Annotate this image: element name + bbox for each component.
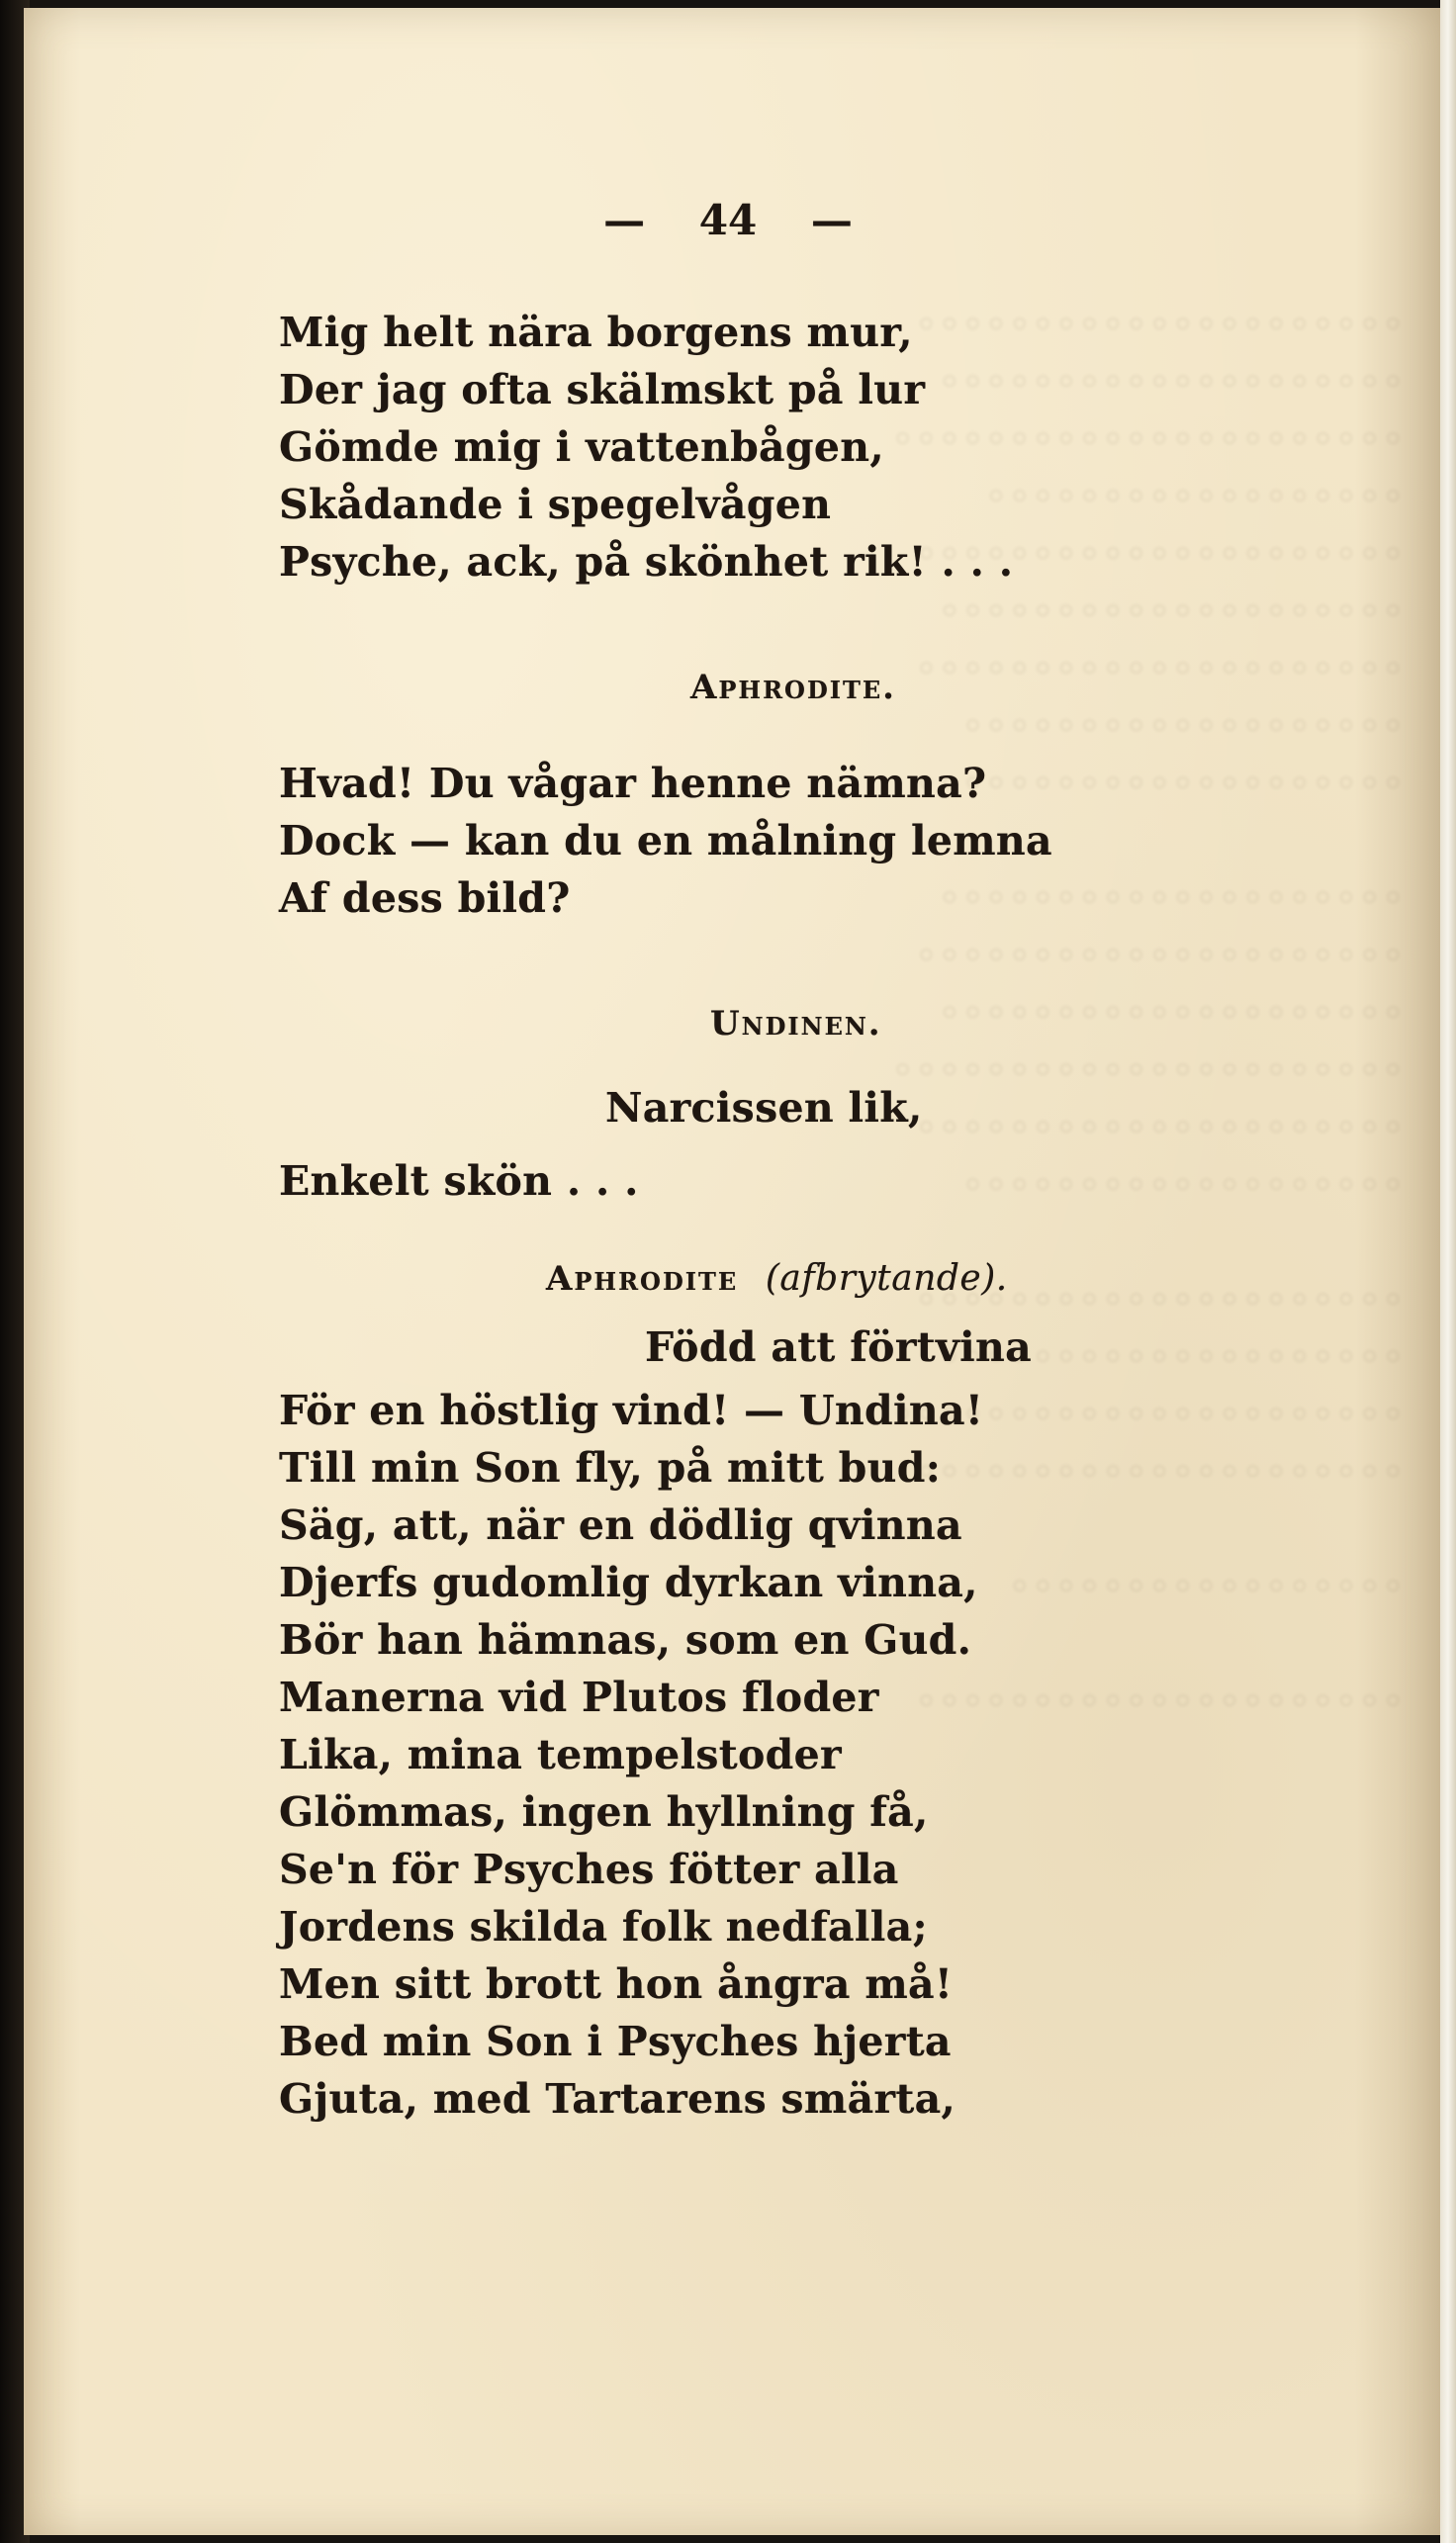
- speaker-with-direction: [546, 1258, 1008, 1299]
- speaker-name: Aphrodite.: [690, 668, 896, 707]
- verse-line: Djerfs gudomlig dyrkan vinna,: [279, 1559, 978, 1606]
- verse-line: Gjuta, med Tartarens smärta,: [279, 2075, 956, 2123]
- speaker-name: Undinen.: [710, 1004, 882, 1044]
- verse-line: Se'n för Psyches fötter alla: [279, 1846, 899, 1893]
- verse-line: Narcissen lik,: [605, 1084, 923, 1132]
- verse-line: Dock — kan du en målning lemna: [279, 817, 1052, 864]
- show-through-from-reverse: ◦◦◦◦◦◦◦◦◦◦◦◦◦◦◦◦◦◦◦◦◦ ◦◦◦◦◦◦◦◦◦◦◦◦◦◦◦◦◦◦◦◦ ◦◦◦◦◦◦◦◦◦◦◦◦◦◦◦◦◦◦◦◦◦◦ ◦◦◦◦◦◦◦◦◦◦◦◦◦◦◦◦◦◦ ◦◦◦◦◦◦◦◦◦◦◦◦◦◦◦◦◦◦◦◦◦ ◦◦◦◦◦◦◦◦◦◦◦◦◦◦◦◦◦◦◦◦ ◦◦◦◦◦◦◦◦◦◦◦◦◦◦◦◦◦◦◦◦◦ ◦◦◦◦◦◦◦◦◦◦◦◦◦◦◦◦◦◦◦ ◦◦◦◦◦◦◦◦◦◦◦◦◦◦◦◦◦◦◦◦◦ ◦◦◦◦◦◦◦◦◦◦◦◦◦◦◦◦◦◦◦◦ ◦◦◦◦◦◦◦◦◦◦◦◦◦◦◦◦◦◦◦◦◦ ◦◦◦◦◦◦◦◦◦◦◦◦◦◦◦◦◦◦◦◦ ◦◦◦◦◦◦◦◦◦◦◦◦◦◦◦◦◦◦◦◦◦◦ ◦◦◦◦◦◦◦◦◦◦◦◦◦◦◦◦◦◦◦◦◦ ◦◦◦◦◦◦◦◦◦◦◦◦◦◦◦◦◦◦◦ ◦◦◦◦◦◦◦◦◦◦◦◦◦◦◦◦◦◦◦◦◦ ◦◦◦◦◦◦◦◦◦◦◦◦◦◦◦◦◦◦◦◦ ◦◦◦◦◦◦◦◦◦◦◦◦◦◦◦◦◦◦◦◦◦◦ ◦◦◦◦◦◦◦◦◦◦◦◦◦◦◦◦◦◦◦◦◦ ◦◦◦◦◦◦◦◦◦◦◦◦◦◦◦◦◦ ◦◦◦◦◦◦◦◦◦◦◦◦◦◦◦◦◦◦◦◦◦: [890, 302, 1405, 1725]
- verse-line: Gömde mig i vattenbågen,: [279, 423, 884, 471]
- verse-line: Der jag ofta skälmskt på lur: [279, 366, 926, 413]
- verse-line: Lika, mina tempelstoder: [279, 1731, 842, 1778]
- verse-line: Bed min Son i Psyches hjerta: [279, 2018, 952, 2065]
- verse-line: Till min Son fly, på mitt bud:: [279, 1444, 942, 1492]
- verse-line: Psyche, ack, på skönhet rik! . . .: [279, 538, 1014, 586]
- verse-line: Af dess bild?: [279, 874, 571, 922]
- verse-line: Glömmas, ingen hyllning få,: [279, 1788, 929, 1836]
- verse-line: För en höstlig vind! — Undina!: [279, 1387, 984, 1434]
- stage-direction: (afbrytande).: [765, 1258, 1008, 1299]
- verse-line: Född att förtvina: [645, 1323, 1032, 1371]
- verse-line: Mig helt nära borgens mur,: [279, 309, 913, 356]
- verse-line: Enkelt skön . . .: [279, 1157, 639, 1205]
- verse-line: Men sitt brott hon ångra må!: [279, 1960, 954, 2008]
- verse-line: Jordens skilda folk nedfalla;: [279, 1903, 928, 1951]
- page-number: — 44 —: [603, 196, 853, 244]
- verse-line: Hvad! Du vågar henne nämna?: [279, 760, 987, 807]
- verse-line: Manerna vid Plutos floder: [279, 1674, 879, 1721]
- verse-line: Säg, att, när en dödlig qvinna: [279, 1501, 962, 1549]
- verse-line: Bör han hämnas, som en Gud.: [279, 1616, 972, 1664]
- book-spine-edge: [1440, 0, 1456, 2543]
- verse-line: Skådande i spegelvågen: [279, 481, 832, 528]
- speaker-name: Aphrodite: [546, 1259, 739, 1299]
